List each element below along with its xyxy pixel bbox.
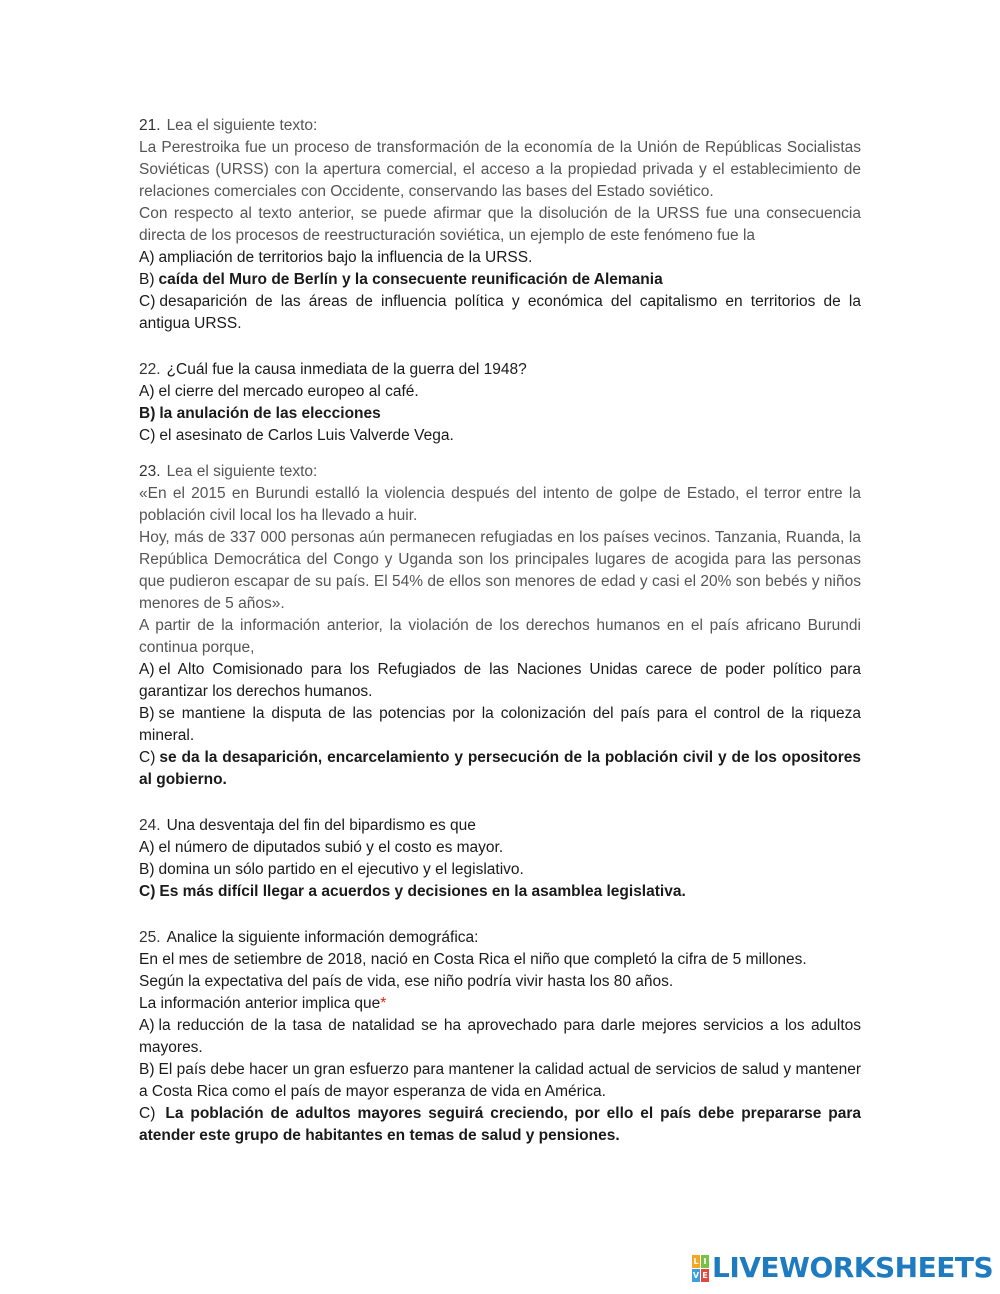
- option-text: la reducción de la tasa de natalidad se ha aprovechado para darle mejores servicios a los adultos mayores.: [139, 1017, 861, 1056]
- question-number: 21.: [139, 117, 161, 134]
- prompt-tail-text: La información anterior implica que: [139, 995, 381, 1012]
- option-letter: A): [139, 661, 155, 678]
- question-prompt: A partir de la información anterior, la violación de los derechos humanos en el país africano Burundi continua porque,: [139, 617, 861, 656]
- worksheet-page: [139, 115, 861, 1147]
- answer-option-c[interactable]: [139, 291, 861, 335]
- logo-mark-icon: [692, 1255, 709, 1282]
- question-heading: [139, 359, 861, 381]
- option-letter: A): [139, 249, 155, 266]
- option-letter: C): [139, 749, 156, 766]
- option-text: Es más difícil llegar a acuerdos y decisiones en la asamblea legislativa.: [159, 883, 686, 900]
- question-22: [139, 359, 861, 447]
- option-letter: B): [139, 1061, 155, 1078]
- question-prompt: Hoy, más de 337 000 personas aún permanecen refugiadas en los países vecinos. Tanzania, Ruanda, la República Democrática del Congo y Uganda son los principales lugares de acogida para las personas que pudieron escapar de su país. El 54% de ellos son menores de edad y casi el 20% son bebés y niños menores de 5 años».: [139, 529, 861, 612]
- question-heading: [139, 927, 861, 949]
- option-letter: B): [139, 405, 156, 422]
- answer-option-c[interactable]: [139, 1103, 861, 1147]
- question-heading: [139, 461, 861, 483]
- option-text: el cierre del mercado europeo al café.: [158, 383, 419, 400]
- option-text: el asesinato de Carlos Luis Valverde Vega.: [159, 427, 454, 444]
- option-letter: A): [139, 383, 155, 400]
- option-text: domina un sólo partido en el ejecutivo y el legislativo.: [158, 861, 524, 878]
- answer-option-a[interactable]: [139, 247, 861, 269]
- option-letter: C): [139, 293, 156, 310]
- answer-option-c[interactable]: [139, 747, 861, 791]
- answer-option-b[interactable]: [139, 1059, 861, 1103]
- question-heading-text: ¿Cuál fue la causa inmediata de la guerra del 1948?: [166, 361, 527, 378]
- option-text: la anulación de las elecciones: [159, 405, 381, 422]
- logo-mark-letter: E: [702, 1270, 708, 1280]
- liveworksheets-logo[interactable]: [692, 1251, 994, 1284]
- logo-text: LIVEWORKSHEETS: [712, 1251, 994, 1284]
- option-letter: A): [139, 1017, 155, 1034]
- answer-option-a[interactable]: [139, 837, 861, 859]
- option-text: desaparición de las áreas de influencia política y económica del capitalismo en territorios de la antigua URSS.: [139, 293, 861, 332]
- option-letter: B): [139, 861, 155, 878]
- option-text: se mantiene la disputa de las potencias por la colonización del país para el control de la riqueza mineral.: [139, 705, 861, 744]
- option-text: se da la desaparición, encarcelamiento y persecución de la población civil y de los opositores al gobierno.: [139, 749, 861, 788]
- option-text: el número de diputados subió y el costo es mayor.: [158, 839, 504, 856]
- answer-option-b[interactable]: [139, 859, 861, 881]
- answer-option-b[interactable]: [139, 703, 861, 747]
- answer-option-a[interactable]: [139, 381, 861, 403]
- question-prompt-tail: [139, 993, 861, 1015]
- answer-option-a[interactable]: [139, 659, 861, 703]
- option-text: caída del Muro de Berlín y la consecuente reunificación de Alemania: [158, 271, 663, 288]
- question-heading-text: Analice la siguiente información demográfica:: [166, 929, 479, 946]
- option-letter: C): [139, 883, 156, 900]
- question-heading-text: Lea el siguiente texto:: [166, 463, 318, 480]
- question-heading: [139, 115, 861, 137]
- option-text: ampliación de territorios bajo la influencia de la URSS.: [158, 249, 533, 266]
- question-heading: [139, 815, 861, 837]
- option-letter: C): [139, 1105, 156, 1122]
- question-number: 22.: [139, 361, 161, 378]
- question-prompt: La Perestroika fue un proceso de transformación de la economía de la Unión de Repúblicas Socialistas Soviéticas (URSS) con la apertura comercial, el acceso a la propiedad privada y el establecimiento de relaciones comerciales con Occidente, conservando las bases del Estado soviético.: [139, 139, 861, 200]
- option-text: el Alto Comisionado para los Refugiados de las Naciones Unidas carece de poder político para garantizar los derechos humanos.: [139, 661, 861, 700]
- question-21: [139, 115, 861, 335]
- option-letter: A): [139, 839, 155, 856]
- logo-mark-letter: L: [693, 1256, 699, 1266]
- answer-option-b[interactable]: [139, 269, 861, 291]
- option-letter: C): [139, 427, 156, 444]
- answer-option-c[interactable]: [139, 425, 861, 447]
- logo-mark-letter: I: [701, 1255, 709, 1268]
- answer-option-b[interactable]: [139, 403, 861, 425]
- question-prompt: «En el 2015 en Burundi estalló la violencia después del intento de golpe de Estado, el terror entre la población civil local los ha llevado a huir.: [139, 485, 861, 524]
- question-heading-text: Una desventaja del fin del bipardismo es que: [166, 817, 476, 834]
- question-prompt: Con respecto al texto anterior, se puede afirmar que la disolución de la URSS fue una consecuencia directa de los procesos de reestructuración soviética, un ejemplo de este fenómeno fue la: [139, 205, 861, 244]
- question-number: 24.: [139, 817, 161, 834]
- question-number: 23.: [139, 463, 161, 480]
- question-number: 25.: [139, 929, 161, 946]
- option-text: El país debe hacer un gran esfuerzo para mantener la calidad actual de servicios de salud y mantener a Costa Rica como el país de mayor esperanza de vida en América.: [139, 1061, 861, 1100]
- question-25: [139, 927, 861, 1147]
- question-prompt: Según la expectativa del país de vida, ese niño podría vivir hasta los 80 años.: [139, 973, 674, 990]
- option-letter: B): [139, 271, 155, 288]
- required-marker: *: [380, 995, 387, 1012]
- question-24: [139, 815, 861, 903]
- question-23: [139, 461, 861, 791]
- option-text: La población de adultos mayores seguirá creciendo, por ello el país debe prepararse para atender este grupo de habitantes en temas de salud y pensiones.: [139, 1105, 861, 1144]
- option-letter: B): [139, 705, 155, 722]
- logo-mark-letter: V: [692, 1270, 700, 1280]
- answer-option-a[interactable]: [139, 1015, 861, 1059]
- question-prompt: En el mes de setiembre de 2018, nació en Costa Rica el niño que completó la cifra de 5 millones.: [139, 951, 807, 968]
- answer-option-c[interactable]: [139, 881, 861, 903]
- question-heading-text: Lea el siguiente texto:: [166, 117, 318, 134]
